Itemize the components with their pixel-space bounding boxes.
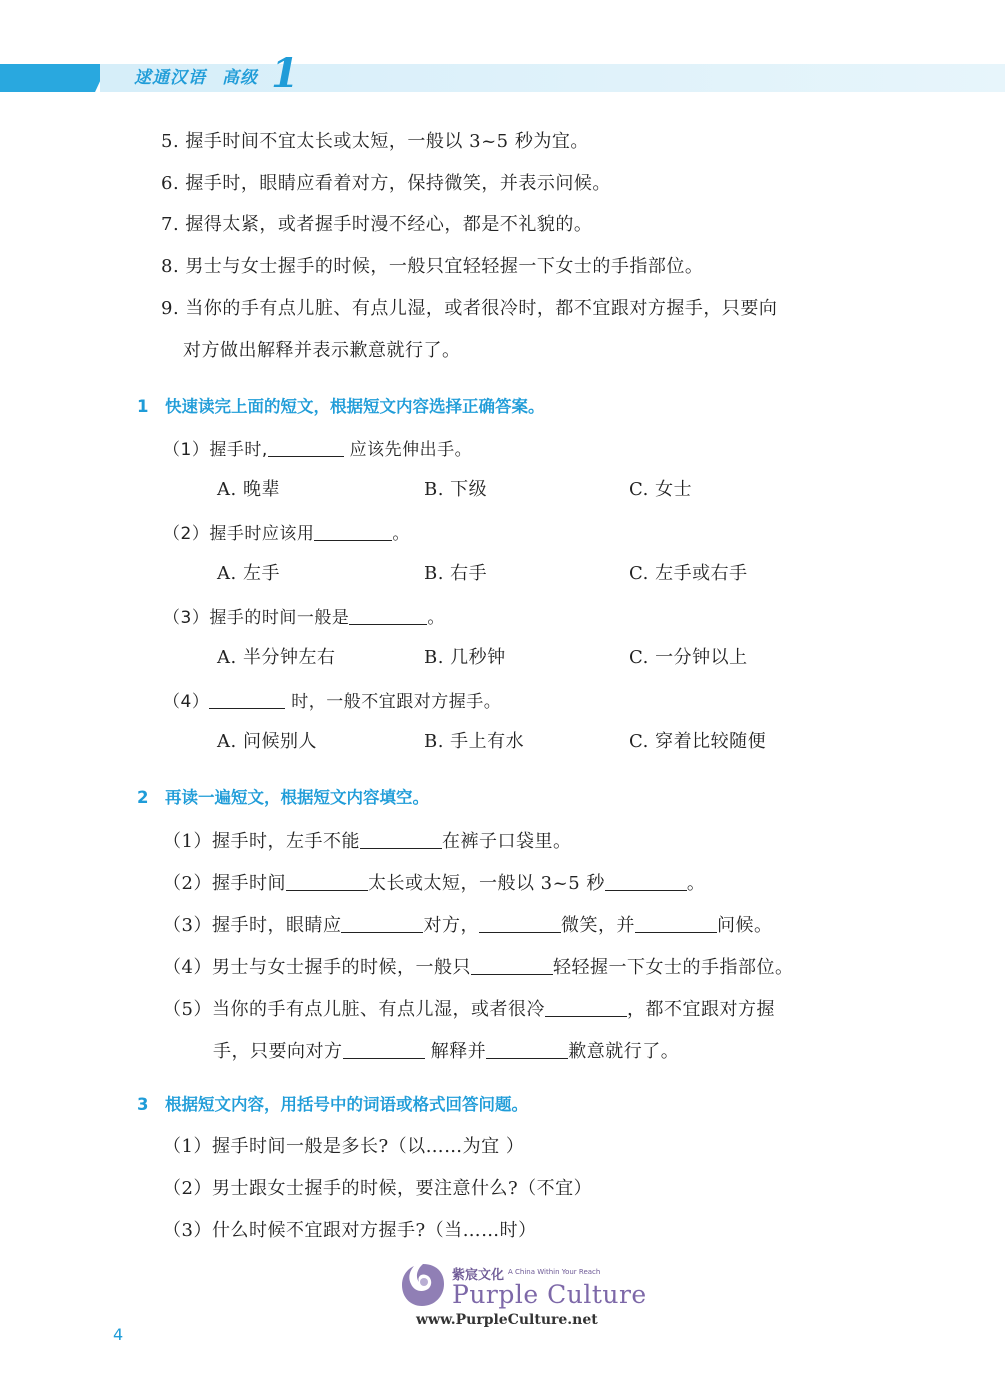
question-text: 应该先伸出手。	[343, 440, 473, 460]
question-text: 当你的手有点儿脏、有点儿湿，或者很冷	[211, 999, 545, 1020]
option-c[interactable]: C. 穿着比较随便	[629, 731, 767, 752]
question-label: （2）	[163, 1178, 212, 1199]
option-c[interactable]: C. 左手或右手	[629, 563, 748, 584]
question-label: （2）	[163, 524, 210, 544]
question-continuation	[213, 1038, 679, 1064]
option-c[interactable]: C. 女士	[629, 479, 693, 500]
book-volume: 1	[271, 50, 299, 97]
reading-line: 对方做出解释并表示歉意就行了。	[183, 340, 461, 361]
option-a[interactable]: A. 半分钟左右	[217, 647, 336, 668]
exercise-title: 根据短文内容，用括号中的词语或格式回答问题。	[165, 1095, 528, 1114]
watermark-tagline: A China Within Your Reach	[508, 1268, 601, 1276]
answer-blank[interactable]	[349, 604, 427, 625]
reading-line: 7. 握得太紧，或者握手时漫不经心，都是不礼貌的。	[161, 214, 593, 235]
answer-blank[interactable]	[209, 688, 285, 709]
question-text: 轻轻握一下女士的手指部位。	[552, 957, 794, 978]
question-text: 对方，	[423, 915, 479, 936]
purple-culture-logo-icon	[400, 1262, 446, 1308]
answer-blank[interactable]	[341, 912, 423, 933]
question-text: 手，只要向对方	[213, 1041, 343, 1062]
question-text: 握手时间	[211, 873, 286, 894]
question-text: 时，一般不宜跟对方握手。	[285, 692, 502, 712]
option-a[interactable]: A. 晚辈	[217, 479, 280, 500]
answer-blank[interactable]	[605, 870, 687, 891]
question-label: （3）	[163, 915, 212, 936]
answer-blank[interactable]	[486, 1038, 568, 1059]
page-number: 4	[113, 1325, 124, 1344]
answer-blank[interactable]	[314, 520, 392, 541]
exercise-number: 3	[137, 1095, 149, 1114]
question-label: （3）	[163, 608, 210, 628]
reading-line: 8. 男士与女士握手的时候，一般只宜轻轻握一下女士的手指部位。	[161, 256, 704, 277]
answer-blank[interactable]	[343, 1038, 425, 1059]
question	[163, 1177, 592, 1201]
question-text: 握手时，左手不能	[211, 831, 360, 852]
question-text: 握手时，眼睛应	[211, 915, 342, 936]
exercise-1-heading	[137, 395, 545, 419]
option-c[interactable]: C. 一分钟以上	[629, 647, 748, 668]
watermark-brand: Purple Culture	[452, 1280, 647, 1309]
question-text: 解释并	[424, 1041, 487, 1062]
question-text: 太长或太短，一般以 3~5 秒	[367, 873, 605, 894]
exercise-3-heading	[137, 1093, 528, 1117]
answer-blank[interactable]	[286, 870, 368, 891]
answer-blank[interactable]	[471, 954, 553, 975]
book-level: 高级	[222, 68, 258, 88]
question	[163, 688, 501, 714]
question-text: 握手时间一般是多长?（以……为宜 ）	[211, 1136, 525, 1157]
option-b[interactable]: B. 右手	[424, 563, 488, 584]
question-text: 男士跟女士握手的时候，要注意什么?（不宜）	[211, 1178, 593, 1199]
question-label: （4）	[163, 692, 210, 712]
book-title-text: 逑通汉语	[134, 68, 206, 88]
question-text: 。	[427, 608, 445, 628]
question-label: （1）	[163, 1136, 212, 1157]
option-b[interactable]: B. 手上有水	[424, 731, 525, 752]
question-text: ，都不宜跟对方握	[626, 999, 775, 1020]
question	[163, 520, 410, 546]
option-b[interactable]: B. 几秒钟	[424, 647, 506, 668]
question-text: 什么时候不宜跟对方握手?（当……时）	[211, 1220, 537, 1241]
question-text: 微笑，并	[560, 915, 635, 936]
question	[163, 828, 571, 854]
answer-blank[interactable]	[479, 912, 561, 933]
question-label: （1）	[163, 831, 212, 852]
option-a[interactable]: A. 左手	[217, 563, 280, 584]
question-text: 握手的时间一般是	[209, 608, 350, 628]
question	[163, 996, 775, 1022]
question-text: 握手时,	[209, 440, 268, 460]
question	[163, 436, 472, 462]
reading-line: 5. 握手时间不宜太长或太短，一般以 3~5 秒为宜。	[161, 131, 589, 152]
question-text: 握手时应该用	[209, 524, 315, 544]
answer-blank[interactable]	[268, 436, 344, 457]
reading-line: 6. 握手时，眼睛应看着对方，保持微笑，并表示问候。	[161, 173, 611, 194]
question-label: （4）	[163, 957, 212, 978]
question	[163, 604, 445, 630]
question-text: 。	[392, 524, 410, 544]
question-text: 在裤子口袋里。	[441, 831, 572, 852]
question-text: 男士与女士握手的时候，一般只	[211, 957, 471, 978]
option-a[interactable]: A. 问候别人	[217, 731, 317, 752]
question-label: （2）	[163, 873, 212, 894]
book-title	[134, 64, 258, 92]
question-text: 。	[686, 873, 706, 894]
question	[163, 1135, 524, 1159]
question	[163, 870, 705, 896]
header-band-accent	[0, 64, 108, 92]
option-b[interactable]: B. 下级	[424, 479, 488, 500]
exercise-number: 2	[137, 788, 149, 807]
exercise-title: 快速读完上面的短文，根据短文内容选择正确答案。	[165, 397, 545, 416]
question-text: 问候。	[716, 915, 773, 936]
answer-blank[interactable]	[545, 996, 627, 1017]
answer-blank[interactable]	[635, 912, 717, 933]
exercise-number: 1	[137, 397, 149, 416]
answer-blank[interactable]	[360, 828, 442, 849]
question-text: 歉意就行了。	[568, 1041, 680, 1062]
question	[163, 912, 772, 938]
watermark-url: www.PurpleCulture.net	[416, 1312, 598, 1328]
question-label: （5）	[163, 999, 212, 1020]
question-label: （3）	[163, 1220, 212, 1241]
question-label: （1）	[163, 440, 210, 460]
watermark-cn: 紫宸文化	[452, 1268, 505, 1283]
exercise-title: 再读一遍短文，根据短文内容填空。	[165, 788, 429, 807]
exercise-2-heading	[137, 786, 429, 810]
question	[163, 1219, 537, 1243]
question	[163, 954, 793, 980]
reading-line: 9. 当你的手有点儿脏、有点儿湿，或者很冷时，都不宜跟对方握手，只要向	[161, 298, 778, 319]
